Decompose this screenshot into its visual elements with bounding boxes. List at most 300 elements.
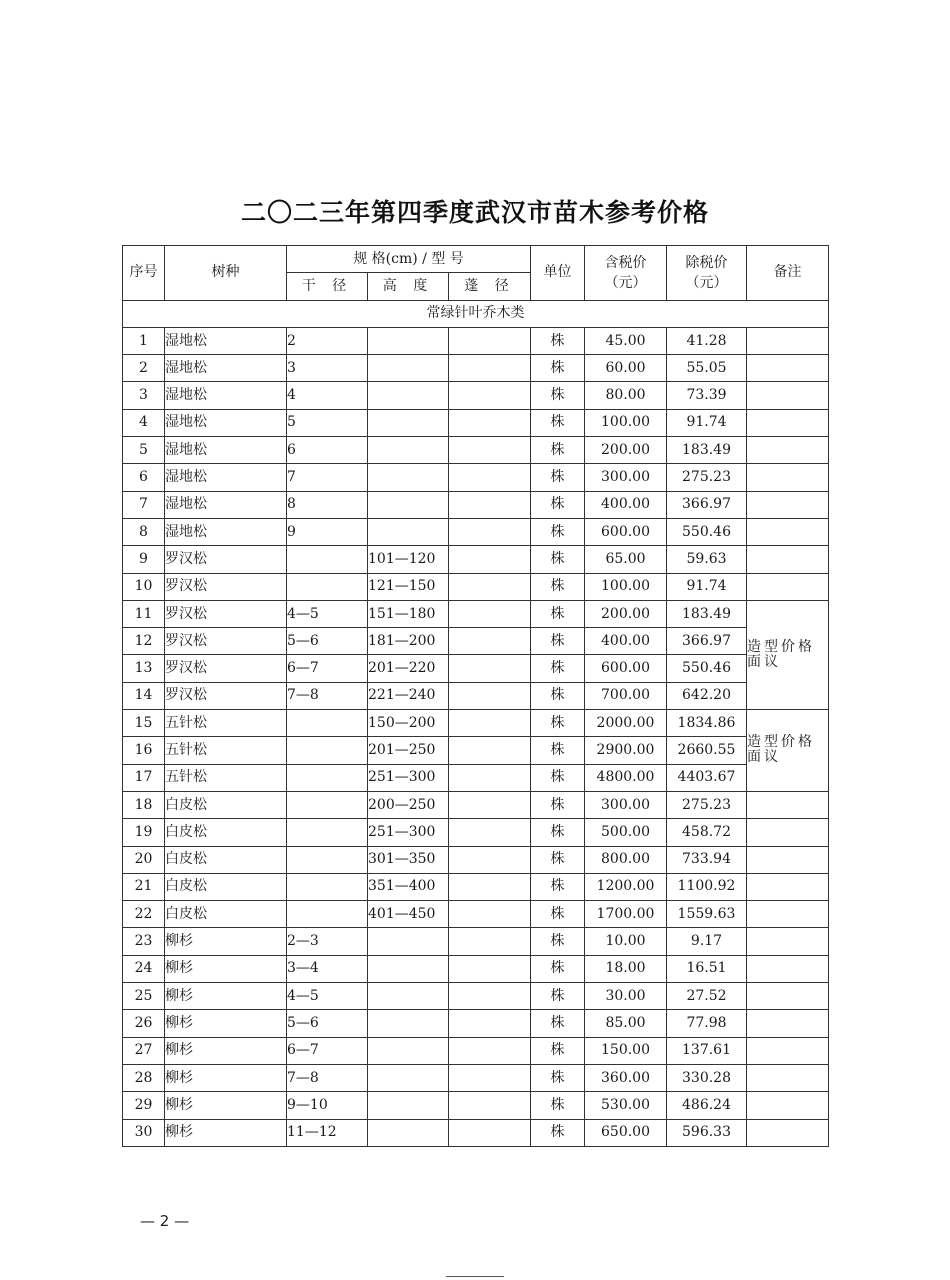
header-species: 树种	[165, 246, 287, 301]
cell-unit: 株	[531, 955, 585, 982]
cell-species: 湿地松	[165, 491, 287, 518]
cell-price-notax: 137.61	[667, 1037, 747, 1064]
cell-price-notax: 4403.67	[667, 764, 747, 791]
cell-canopy	[449, 628, 531, 655]
cell-height: 201—250	[368, 737, 449, 764]
cell-canopy	[449, 573, 531, 600]
table-row	[123, 464, 829, 491]
cell-trunk: 4—5	[287, 600, 368, 627]
header-price-tax: 含税价（元）	[585, 246, 667, 301]
cell-canopy	[449, 819, 531, 846]
cell-height	[368, 409, 449, 436]
cell-height	[368, 1092, 449, 1119]
cell-height: 251—300	[368, 764, 449, 791]
cell-price-tax: 500.00	[585, 819, 667, 846]
cell-price-tax: 300.00	[585, 464, 667, 491]
cell-height: 401—450	[368, 901, 449, 928]
cell-price-tax: 600.00	[585, 518, 667, 545]
cell-unit: 株	[531, 573, 585, 600]
cell-price-notax: 330.28	[667, 1064, 747, 1091]
cell-canopy	[449, 901, 531, 928]
cell-seq: 30	[123, 1119, 165, 1146]
cell-seq: 27	[123, 1037, 165, 1064]
cell-trunk	[287, 764, 368, 791]
cell-species: 柳杉	[165, 928, 287, 955]
cell-species: 柳杉	[165, 1037, 287, 1064]
cell-height	[368, 464, 449, 491]
cell-species: 湿地松	[165, 464, 287, 491]
cell-price-notax: 41.28	[667, 327, 747, 354]
cell-price-notax: 9.17	[667, 928, 747, 955]
cell-unit: 株	[531, 737, 585, 764]
table-row	[123, 983, 829, 1010]
cell-unit: 株	[531, 1064, 585, 1091]
header-canopy: 蓬 径	[449, 273, 531, 300]
cell-price-notax: 16.51	[667, 955, 747, 982]
cell-canopy	[449, 382, 531, 409]
cell-note	[747, 928, 829, 955]
cell-seq: 20	[123, 846, 165, 873]
cell-note	[747, 437, 829, 464]
cell-species: 湿地松	[165, 437, 287, 464]
cell-seq: 12	[123, 628, 165, 655]
table-row	[123, 1010, 829, 1037]
cell-note	[747, 573, 829, 600]
cell-unit: 株	[531, 682, 585, 709]
cell-price-tax: 100.00	[585, 573, 667, 600]
cell-unit: 株	[531, 409, 585, 436]
cell-seq: 11	[123, 600, 165, 627]
cell-price-tax: 300.00	[585, 791, 667, 818]
cell-note	[747, 546, 829, 573]
cell-canopy	[449, 600, 531, 627]
cell-note	[747, 1010, 829, 1037]
cell-species: 湿地松	[165, 409, 287, 436]
cell-price-tax: 400.00	[585, 628, 667, 655]
cell-species: 白皮松	[165, 819, 287, 846]
cell-note	[747, 846, 829, 873]
cell-species: 五针松	[165, 737, 287, 764]
cell-unit: 株	[531, 1010, 585, 1037]
cell-trunk: 5—6	[287, 1010, 368, 1037]
cell-canopy	[449, 846, 531, 873]
cell-height	[368, 437, 449, 464]
cell-unit: 株	[531, 437, 585, 464]
cell-price-tax: 650.00	[585, 1119, 667, 1146]
cell-price-tax: 45.00	[585, 327, 667, 354]
cell-seq: 14	[123, 682, 165, 709]
cell-species: 罗汉松	[165, 546, 287, 573]
table-row	[123, 928, 829, 955]
cell-height	[368, 355, 449, 382]
cell-seq: 8	[123, 518, 165, 545]
cell-price-notax: 1834.86	[667, 710, 747, 737]
cell-note	[747, 901, 829, 928]
cell-canopy	[449, 546, 531, 573]
cell-species: 罗汉松	[165, 655, 287, 682]
cell-canopy	[449, 983, 531, 1010]
cell-price-notax: 550.46	[667, 518, 747, 545]
cell-height: 101—120	[368, 546, 449, 573]
cell-seq: 24	[123, 955, 165, 982]
cell-species: 罗汉松	[165, 682, 287, 709]
cell-trunk	[287, 546, 368, 573]
cell-seq: 9	[123, 546, 165, 573]
cell-trunk: 2	[287, 327, 368, 354]
cell-unit: 株	[531, 819, 585, 846]
category-label: 常绿针叶乔木类	[123, 300, 829, 327]
cell-trunk: 5	[287, 409, 368, 436]
cell-price-tax: 600.00	[585, 655, 667, 682]
cell-price-notax: 366.97	[667, 628, 747, 655]
table-row	[123, 1092, 829, 1119]
cell-seq: 10	[123, 573, 165, 600]
bottom-rule	[446, 1276, 504, 1277]
cell-unit: 株	[531, 382, 585, 409]
table-body	[123, 300, 829, 1146]
cell-unit: 株	[531, 791, 585, 818]
cell-height: 201—220	[368, 655, 449, 682]
cell-canopy	[449, 437, 531, 464]
cell-price-notax: 91.74	[667, 573, 747, 600]
cell-species: 罗汉松	[165, 628, 287, 655]
cell-price-tax: 30.00	[585, 983, 667, 1010]
cell-price-notax: 1559.63	[667, 901, 747, 928]
category-row	[123, 300, 829, 327]
cell-unit: 株	[531, 628, 585, 655]
cell-price-tax: 400.00	[585, 491, 667, 518]
cell-canopy	[449, 655, 531, 682]
cell-trunk: 7—8	[287, 1064, 368, 1091]
cell-canopy	[449, 1037, 531, 1064]
cell-trunk: 6—7	[287, 655, 368, 682]
cell-price-tax: 2900.00	[585, 737, 667, 764]
cell-trunk	[287, 901, 368, 928]
header-trunk: 干 径	[287, 273, 368, 300]
cell-note	[747, 409, 829, 436]
header-note: 备注	[747, 246, 829, 301]
cell-canopy	[449, 409, 531, 436]
table-row	[123, 819, 829, 846]
cell-price-tax: 2000.00	[585, 710, 667, 737]
cell-canopy	[449, 710, 531, 737]
cell-species: 湿地松	[165, 518, 287, 545]
cell-height: 351—400	[368, 873, 449, 900]
cell-trunk: 4	[287, 382, 368, 409]
cell-trunk: 6—7	[287, 1037, 368, 1064]
cell-seq: 28	[123, 1064, 165, 1091]
page-number: — 2 —	[140, 1212, 190, 1230]
cell-species: 白皮松	[165, 846, 287, 873]
cell-height	[368, 518, 449, 545]
cell-seq: 29	[123, 1092, 165, 1119]
cell-seq: 13	[123, 655, 165, 682]
cell-species: 柳杉	[165, 1064, 287, 1091]
cell-seq: 21	[123, 873, 165, 900]
cell-height: 121—150	[368, 573, 449, 600]
cell-height	[368, 928, 449, 955]
header-seq: 序号	[123, 246, 165, 301]
cell-trunk	[287, 791, 368, 818]
cell-height	[368, 1010, 449, 1037]
cell-trunk: 9	[287, 518, 368, 545]
cell-seq: 7	[123, 491, 165, 518]
cell-trunk: 5—6	[287, 628, 368, 655]
cell-canopy	[449, 1064, 531, 1091]
cell-species: 罗汉松	[165, 600, 287, 627]
cell-species: 白皮松	[165, 791, 287, 818]
table-row	[123, 628, 829, 655]
header-unit: 单位	[531, 246, 585, 301]
cell-trunk	[287, 710, 368, 737]
table-row	[123, 491, 829, 518]
cell-trunk: 3—4	[287, 955, 368, 982]
cell-height: 251—300	[368, 819, 449, 846]
cell-seq: 2	[123, 355, 165, 382]
cell-trunk	[287, 737, 368, 764]
cell-price-notax: 366.97	[667, 491, 747, 518]
table-row	[123, 1119, 829, 1146]
cell-canopy	[449, 873, 531, 900]
cell-height	[368, 1037, 449, 1064]
cell-canopy	[449, 327, 531, 354]
table-row	[123, 901, 829, 928]
cell-unit: 株	[531, 710, 585, 737]
cell-species: 柳杉	[165, 1092, 287, 1119]
cell-price-notax: 77.98	[667, 1010, 747, 1037]
cell-price-tax: 800.00	[585, 846, 667, 873]
table-row	[123, 655, 829, 682]
cell-canopy	[449, 518, 531, 545]
cell-trunk: 4—5	[287, 983, 368, 1010]
cell-unit: 株	[531, 1119, 585, 1146]
cell-price-tax: 65.00	[585, 546, 667, 573]
cell-price-notax: 55.05	[667, 355, 747, 382]
cell-species: 柳杉	[165, 1119, 287, 1146]
cell-height	[368, 1119, 449, 1146]
cell-price-tax: 530.00	[585, 1092, 667, 1119]
cell-trunk	[287, 573, 368, 600]
cell-height: 150—200	[368, 710, 449, 737]
cell-height	[368, 955, 449, 982]
cell-unit: 株	[531, 546, 585, 573]
cell-unit: 株	[531, 327, 585, 354]
cell-price-notax: 642.20	[667, 682, 747, 709]
cell-price-tax: 60.00	[585, 355, 667, 382]
cell-height	[368, 491, 449, 518]
cell-price-notax: 458.72	[667, 819, 747, 846]
cell-unit: 株	[531, 928, 585, 955]
cell-unit: 株	[531, 983, 585, 1010]
table-row	[123, 682, 829, 709]
cell-price-tax: 18.00	[585, 955, 667, 982]
cell-note	[747, 819, 829, 846]
cell-species: 五针松	[165, 764, 287, 791]
cell-trunk: 2—3	[287, 928, 368, 955]
cell-unit: 株	[531, 600, 585, 627]
cell-price-notax: 486.24	[667, 1092, 747, 1119]
table-row	[123, 355, 829, 382]
cell-species: 柳杉	[165, 1010, 287, 1037]
header-spec-group: 规 格(cm) / 型 号	[287, 246, 531, 273]
cell-price-tax: 10.00	[585, 928, 667, 955]
cell-trunk	[287, 846, 368, 873]
cell-trunk: 6	[287, 437, 368, 464]
cell-note	[747, 382, 829, 409]
cell-price-notax: 91.74	[667, 409, 747, 436]
cell-note: 造型价格面议	[747, 600, 829, 709]
cell-note	[747, 955, 829, 982]
cell-height: 221—240	[368, 682, 449, 709]
table-row	[123, 791, 829, 818]
cell-height: 200—250	[368, 791, 449, 818]
cell-price-notax: 596.33	[667, 1119, 747, 1146]
cell-seq: 15	[123, 710, 165, 737]
cell-price-tax: 80.00	[585, 382, 667, 409]
table-row	[123, 382, 829, 409]
cell-species: 柳杉	[165, 983, 287, 1010]
cell-seq: 17	[123, 764, 165, 791]
table-row	[123, 1064, 829, 1091]
cell-price-notax: 183.49	[667, 600, 747, 627]
cell-species: 湿地松	[165, 382, 287, 409]
cell-seq: 23	[123, 928, 165, 955]
cell-species: 白皮松	[165, 901, 287, 928]
cell-unit: 株	[531, 491, 585, 518]
table-row	[123, 437, 829, 464]
cell-note: 造型价格面议	[747, 710, 829, 792]
cell-price-notax: 733.94	[667, 846, 747, 873]
cell-price-tax: 85.00	[585, 1010, 667, 1037]
table-row	[123, 710, 829, 737]
cell-unit: 株	[531, 764, 585, 791]
cell-height: 181—200	[368, 628, 449, 655]
cell-trunk	[287, 873, 368, 900]
cell-species: 罗汉松	[165, 573, 287, 600]
cell-canopy	[449, 791, 531, 818]
cell-price-notax: 2660.55	[667, 737, 747, 764]
cell-canopy	[449, 464, 531, 491]
cell-note	[747, 1064, 829, 1091]
table-row	[123, 573, 829, 600]
cell-trunk: 8	[287, 491, 368, 518]
cell-species: 湿地松	[165, 355, 287, 382]
cell-price-tax: 700.00	[585, 682, 667, 709]
cell-note	[747, 1092, 829, 1119]
table-row	[123, 955, 829, 982]
price-table	[122, 245, 829, 1147]
cell-trunk: 3	[287, 355, 368, 382]
table-row	[123, 846, 829, 873]
cell-height	[368, 1064, 449, 1091]
cell-canopy	[449, 737, 531, 764]
cell-note	[747, 518, 829, 545]
cell-height: 301—350	[368, 846, 449, 873]
cell-price-notax: 1100.92	[667, 873, 747, 900]
table-row	[123, 518, 829, 545]
cell-unit: 株	[531, 464, 585, 491]
cell-seq: 3	[123, 382, 165, 409]
table-row	[123, 600, 829, 627]
table-row	[123, 764, 829, 791]
cell-note	[747, 873, 829, 900]
header-row	[123, 246, 829, 273]
cell-trunk: 7	[287, 464, 368, 491]
cell-note	[747, 491, 829, 518]
cell-price-tax: 360.00	[585, 1064, 667, 1091]
cell-canopy	[449, 1092, 531, 1119]
table-row	[123, 873, 829, 900]
cell-note	[747, 1119, 829, 1146]
table-row	[123, 546, 829, 573]
cell-species: 五针松	[165, 710, 287, 737]
cell-unit: 株	[531, 901, 585, 928]
cell-unit: 株	[531, 355, 585, 382]
cell-canopy	[449, 355, 531, 382]
cell-trunk: 11—12	[287, 1119, 368, 1146]
cell-price-tax: 200.00	[585, 600, 667, 627]
cell-price-notax: 59.63	[667, 546, 747, 573]
cell-seq: 22	[123, 901, 165, 928]
cell-price-tax: 1700.00	[585, 901, 667, 928]
cell-height	[368, 327, 449, 354]
cell-seq: 4	[123, 409, 165, 436]
cell-seq: 16	[123, 737, 165, 764]
cell-canopy	[449, 491, 531, 518]
cell-species: 白皮松	[165, 873, 287, 900]
cell-canopy	[449, 764, 531, 791]
cell-price-tax: 100.00	[585, 409, 667, 436]
cell-price-notax: 183.49	[667, 437, 747, 464]
page-title: 二〇二三年第四季度武汉市苗木参考价格	[240, 198, 709, 227]
cell-canopy	[449, 682, 531, 709]
cell-unit: 株	[531, 518, 585, 545]
cell-note	[747, 791, 829, 818]
cell-unit: 株	[531, 1037, 585, 1064]
cell-trunk: 7—8	[287, 682, 368, 709]
cell-height	[368, 983, 449, 1010]
cell-unit: 株	[531, 1092, 585, 1119]
cell-price-tax: 4800.00	[585, 764, 667, 791]
cell-seq: 1	[123, 327, 165, 354]
table-row	[123, 409, 829, 436]
cell-price-notax: 27.52	[667, 983, 747, 1010]
cell-note	[747, 327, 829, 354]
cell-seq: 26	[123, 1010, 165, 1037]
cell-seq: 6	[123, 464, 165, 491]
cell-seq: 25	[123, 983, 165, 1010]
cell-price-notax: 275.23	[667, 791, 747, 818]
cell-trunk: 9—10	[287, 1092, 368, 1119]
cell-trunk	[287, 819, 368, 846]
cell-note	[747, 1037, 829, 1064]
table-row	[123, 327, 829, 354]
cell-seq: 19	[123, 819, 165, 846]
cell-note	[747, 983, 829, 1010]
cell-canopy	[449, 955, 531, 982]
cell-unit: 株	[531, 873, 585, 900]
cell-species: 湿地松	[165, 327, 287, 354]
header-height: 高 度	[368, 273, 449, 300]
cell-height	[368, 382, 449, 409]
cell-price-tax: 150.00	[585, 1037, 667, 1064]
cell-canopy	[449, 1119, 531, 1146]
cell-note	[747, 464, 829, 491]
cell-species: 柳杉	[165, 955, 287, 982]
cell-price-notax: 73.39	[667, 382, 747, 409]
cell-note	[747, 355, 829, 382]
cell-canopy	[449, 928, 531, 955]
